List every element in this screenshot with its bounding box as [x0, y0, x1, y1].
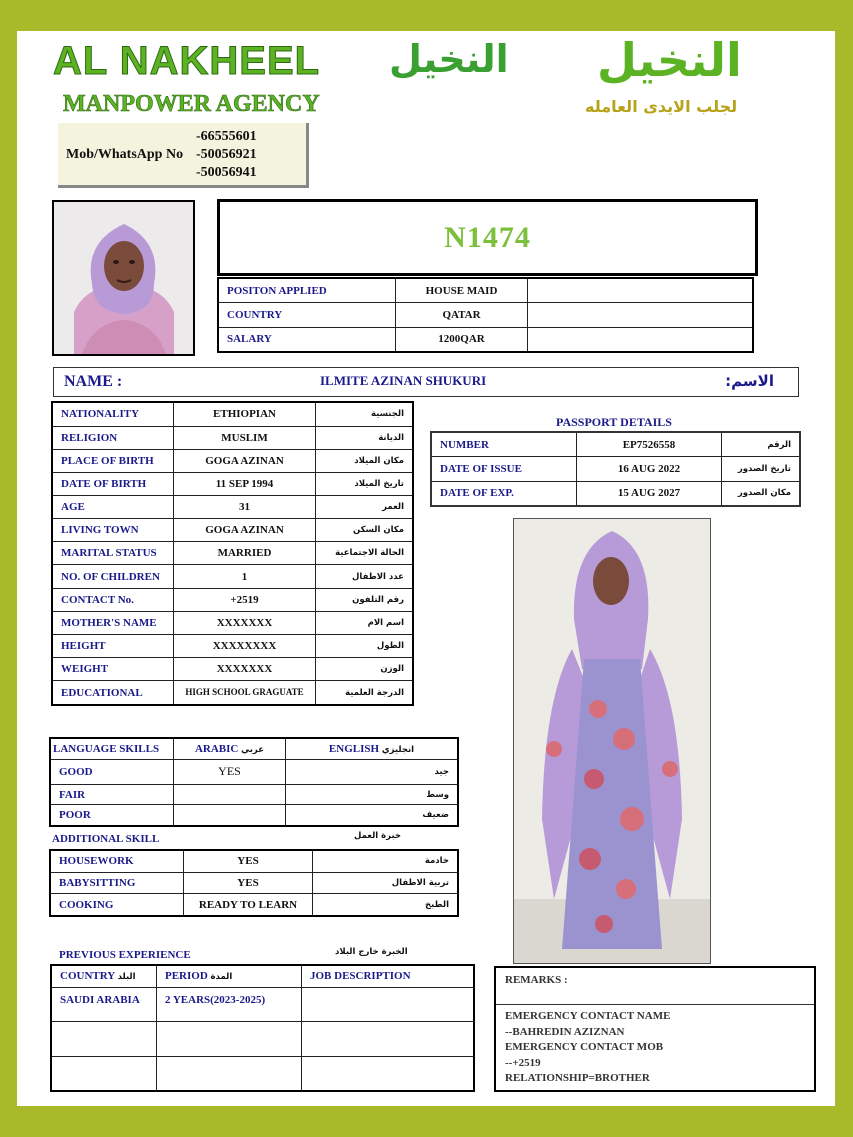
remarks-line: EMERGENCY CONTACT MOB	[505, 1041, 664, 1053]
salary-extra	[528, 327, 754, 352]
exp-country	[51, 1056, 157, 1091]
table-row	[50, 759, 458, 784]
exp-job	[302, 1022, 475, 1057]
exp-period-ar: المدة	[210, 972, 233, 983]
detail-label: EDUCATIONAL	[52, 681, 174, 705]
country-extra	[528, 303, 754, 327]
calligraphy-logo: النخيل	[389, 37, 509, 81]
detail-value: 31	[174, 496, 316, 519]
detail-value: XXXXXXX	[174, 658, 316, 681]
language-level-label: FAIR	[50, 784, 174, 804]
exp-period	[157, 1056, 302, 1091]
language-skills-header: LANGUAGE SKILLS	[50, 738, 174, 759]
detail-label: AGE	[52, 496, 174, 519]
passport-title: PASSPORT DETAILS	[556, 415, 672, 429]
exp-country-header	[51, 965, 157, 987]
table-row	[51, 1056, 474, 1091]
passport-arabic-label: الرقم	[722, 432, 801, 457]
table-row	[218, 327, 753, 352]
cv-page	[17, 31, 835, 1106]
table-row	[52, 449, 413, 472]
reference-code-box	[217, 199, 758, 276]
passport-table	[430, 431, 801, 507]
table-row	[50, 894, 458, 916]
portrait-illustration	[54, 202, 193, 354]
passport-label: DATE OF ISSUE	[431, 457, 577, 481]
detail-arabic-label: عدد الاطفال	[316, 565, 414, 588]
english-level-cell	[286, 759, 459, 784]
detail-arabic-label: اسم الام	[316, 611, 414, 634]
language-level-arabic: ضعيف	[422, 810, 449, 821]
detail-label: LIVING TOWN	[52, 519, 174, 542]
full-body-photo	[513, 518, 711, 964]
exp-period-label: PERIOD	[165, 970, 208, 983]
detail-label: RELIGION	[52, 426, 174, 449]
table-row	[50, 872, 458, 893]
full-body-illustration	[514, 519, 710, 963]
additional-skills-table	[49, 849, 459, 917]
arabic-brand-title: النخيل	[597, 33, 742, 87]
table-row	[50, 784, 458, 804]
detail-value: GOGA AZINAN	[174, 519, 316, 542]
name-label: NAME :	[64, 373, 123, 390]
personal-details-table	[51, 401, 414, 706]
detail-value: 11 SEP 1994	[174, 472, 316, 495]
experience-table	[50, 964, 475, 1092]
candidate-name: ILMITE AZINAN SHUKURI	[320, 373, 487, 388]
brand-subtitle: MANPOWER AGENCY	[63, 91, 320, 117]
detail-label: WEIGHT	[52, 658, 174, 681]
english-level-cell	[286, 784, 459, 804]
country-value: QATAR	[396, 303, 528, 327]
additional-skill-ar-title: خبرة العمل	[354, 831, 402, 841]
passport-value: 16 AUG 2022	[577, 457, 722, 481]
table-row	[51, 987, 474, 1022]
english-col-label: ENGLISH	[328, 742, 380, 755]
remarks-line: RELATIONSHIP=BROTHER	[505, 1072, 650, 1084]
table-row	[52, 402, 413, 426]
skill-value: READY TO LEARN	[184, 894, 313, 916]
table-row	[52, 588, 413, 611]
phone-1: -66555601	[196, 129, 257, 144]
country-label: COUNTRY	[218, 303, 396, 327]
arabic-level-value	[174, 784, 286, 804]
detail-value: 1	[174, 565, 316, 588]
arabic-brand-subtitle: لجلب الايدى العامله	[585, 97, 738, 116]
table-row	[51, 1022, 474, 1057]
detail-arabic-label: الحالة الاجتماعية	[316, 542, 414, 565]
exp-job-header: JOB DESCRIPTION	[302, 965, 475, 987]
exp-country	[51, 1022, 157, 1057]
table-row	[431, 432, 800, 457]
salary-label: SALARY	[218, 327, 396, 352]
remarks-line: --BAHREDIN AZIZNAN	[505, 1025, 625, 1038]
position-table	[217, 277, 754, 353]
table-row	[52, 611, 413, 634]
detail-value: XXXXXXXX	[174, 634, 316, 657]
detail-label: NO. OF CHILDREN	[52, 565, 174, 588]
name-arabic-label: الاسم:	[725, 372, 774, 390]
detail-value: XXXXXXX	[174, 611, 316, 634]
passport-label: DATE OF EXP.	[431, 481, 577, 506]
english-level-cell	[286, 805, 459, 826]
phone-box	[58, 123, 309, 188]
arabic-col-label: ARABIC	[194, 742, 239, 755]
remarks-header	[496, 968, 814, 1005]
passport-arabic-label: مكان الصدور	[722, 481, 801, 506]
experience-ar-title: الخبرة خارج البلاد	[335, 947, 408, 957]
experience-title: PREVIOUS EXPERIENCE	[59, 949, 191, 961]
detail-arabic-label: العمر	[316, 496, 414, 519]
skill-value: YES	[184, 872, 313, 893]
detail-value: HIGH SCHOOL GRAGUATE	[174, 681, 316, 705]
phone-3: -50056941	[196, 165, 257, 180]
detail-arabic-label: مكان السكن	[316, 519, 414, 542]
phone-2: -50056921	[196, 147, 257, 162]
passport-arabic-label: تاريخ الصدور	[722, 457, 801, 481]
passport-label: NUMBER	[431, 432, 577, 457]
table-row	[50, 738, 458, 759]
arabic-level-value: YES	[174, 759, 286, 784]
language-skills-table	[49, 737, 459, 827]
skill-label: COOKING	[50, 894, 184, 916]
detail-label: HEIGHT	[52, 634, 174, 657]
detail-arabic-label: الوزن	[316, 658, 414, 681]
exp-period-header	[157, 965, 302, 987]
table-row	[52, 681, 413, 705]
exp-period: 2 YEARS(2023-2025)	[157, 987, 302, 1022]
exp-country-ar: البلد	[117, 972, 136, 983]
table-row	[52, 426, 413, 449]
arabic-level-value	[174, 805, 286, 826]
arabic-col-ar: عربي	[241, 744, 265, 755]
remarks-line: EMERGENCY CONTACT NAME	[505, 1010, 671, 1022]
detail-arabic-label: مكان الميلاد	[316, 449, 414, 472]
skill-arabic-label: خادمة	[313, 850, 459, 872]
skill-label: BABYSITTING	[50, 872, 184, 893]
language-level-arabic: جيد	[434, 766, 449, 777]
table-row	[51, 965, 474, 987]
passport-value: 15 AUG 2027	[577, 481, 722, 506]
detail-arabic-label: رقم التلفون	[316, 588, 414, 611]
detail-label: MOTHER'S NAME	[52, 611, 174, 634]
additional-skill-title: ADDITIONAL SKILL	[52, 833, 160, 845]
table-row	[52, 565, 413, 588]
portrait-photo	[52, 200, 195, 356]
table-row	[52, 658, 413, 681]
table-row	[50, 850, 458, 872]
language-level-label: GOOD	[50, 759, 174, 784]
arabic-column-header	[174, 738, 286, 759]
language-level-arabic: وسط	[426, 789, 449, 800]
detail-value: +2519	[174, 588, 316, 611]
table-row	[218, 303, 753, 327]
detail-arabic-label: الديانة	[316, 426, 414, 449]
detail-arabic-label: الطول	[316, 634, 414, 657]
table-row	[52, 519, 413, 542]
detail-label: DATE OF BIRTH	[52, 472, 174, 495]
skill-value: YES	[184, 850, 313, 872]
remarks-lines	[505, 1009, 670, 1087]
detail-arabic-label: الجنسية	[316, 402, 414, 426]
remarks-box	[494, 966, 816, 1092]
detail-value: MUSLIM	[174, 426, 316, 449]
position-label: POSITON APPLIED	[218, 278, 396, 303]
exp-job	[302, 1056, 475, 1091]
exp-period	[157, 1022, 302, 1057]
skill-arabic-label: الطبخ	[313, 894, 459, 916]
table-row	[431, 457, 800, 481]
skill-arabic-label: تربية الاطفال	[313, 872, 459, 893]
detail-arabic-label: الدرجة العلمية	[316, 681, 414, 705]
detail-value: ETHIOPIAN	[174, 402, 316, 426]
detail-arabic-label: تاريخ الميلاد	[316, 472, 414, 495]
skill-label: HOUSEWORK	[50, 850, 184, 872]
language-level-label: POOR	[50, 805, 174, 826]
detail-value: MARRIED	[174, 542, 316, 565]
detail-label: MARITAL STATUS	[52, 542, 174, 565]
detail-label: CONTACT No.	[52, 588, 174, 611]
position-extra	[528, 278, 754, 303]
position-value: HOUSE MAID	[396, 278, 528, 303]
table-row	[431, 481, 800, 506]
reference-code: N1474	[444, 220, 531, 254]
table-row	[52, 496, 413, 519]
exp-job	[302, 987, 475, 1022]
detail-label: NATIONALITY	[52, 402, 174, 426]
exp-country: SAUDI ARABIA	[51, 987, 157, 1022]
name-bar	[53, 367, 799, 397]
table-row	[50, 805, 458, 826]
detail-label: PLACE OF BIRTH	[52, 449, 174, 472]
brand-name: AL NAKHEEL	[53, 39, 321, 83]
table-row	[52, 542, 413, 565]
table-row	[218, 278, 753, 303]
remarks-label: REMARKS :	[505, 974, 568, 986]
detail-value: GOGA AZINAN	[174, 449, 316, 472]
exp-country-label: COUNTRY	[60, 970, 115, 983]
salary-value: 1200QAR	[396, 327, 528, 352]
phone-label: Mob/WhatsApp No	[66, 147, 184, 162]
english-column-header	[286, 738, 459, 759]
remarks-line: --+2519	[505, 1056, 541, 1069]
table-row	[52, 634, 413, 657]
table-row	[52, 472, 413, 495]
passport-value: EP7526558	[577, 432, 722, 457]
english-col-ar: انجليزي	[381, 744, 415, 755]
